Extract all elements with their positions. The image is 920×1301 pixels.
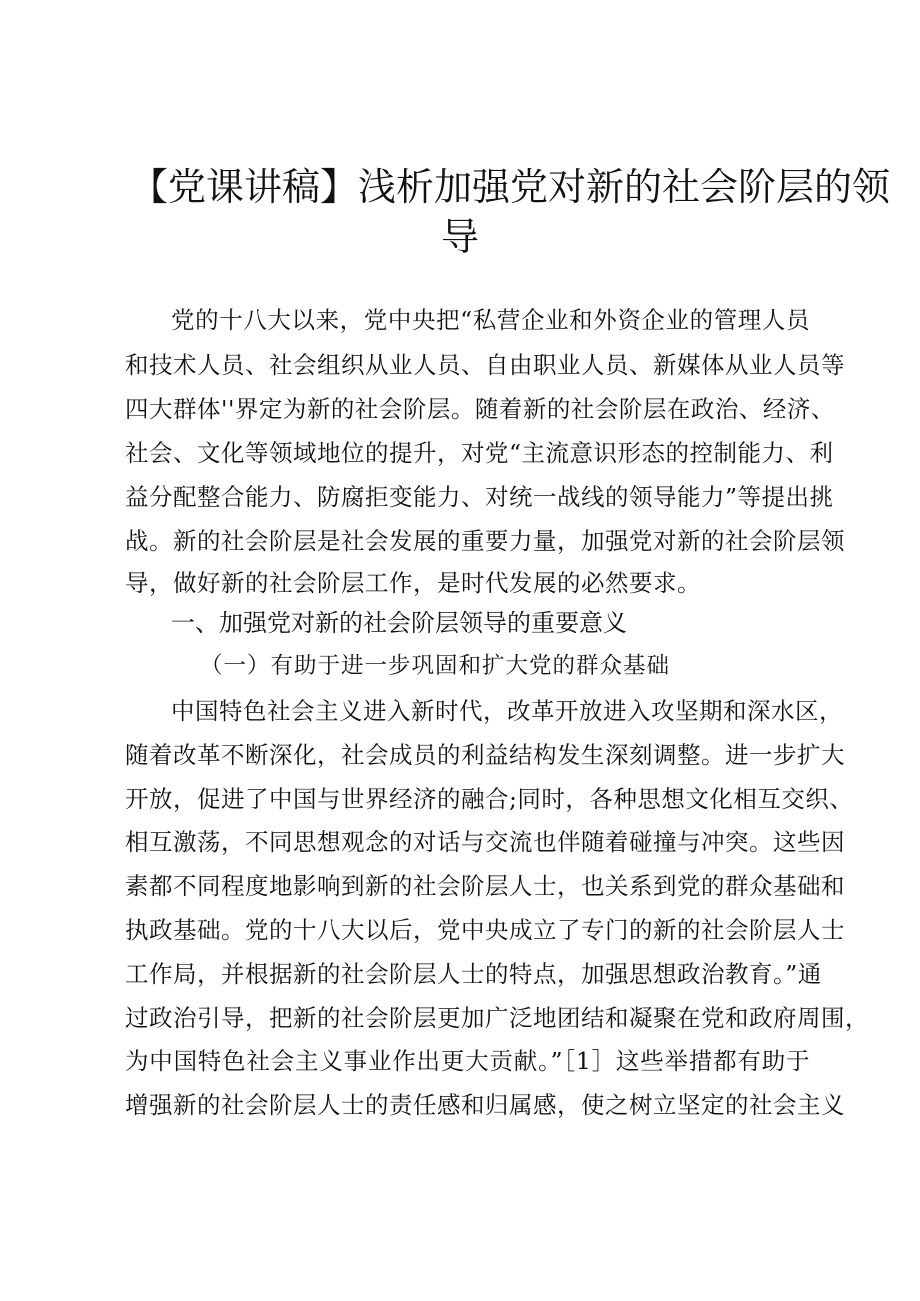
paragraph-line: 素都不同程度地影响到新的社会阶层人士，也关系到党的群众基础和 — [125, 872, 845, 900]
paragraph-line: 导，做好新的社会阶层工作，是时代发展的必然要求。 — [125, 569, 701, 597]
paragraph-line: 四大群体''界定为新的社会阶层。随着新的社会阶层在政治、经济、 — [125, 395, 835, 423]
document-title — [130, 162, 891, 262]
section-heading: 一、加强党对新的社会阶层领导的重要意义 — [171, 609, 627, 637]
paragraph-line: 战。新的社会阶层是社会发展的重要力量，加强党对新的社会阶层领 — [125, 527, 845, 555]
paragraph-line: 中国特色社会主义进入新时代，改革开放进入攻坚期和深水区， — [171, 697, 843, 725]
paragraph-line: 开放，促进了中国与世界经济的融合;同时，各种思想文化相互交织、 — [125, 785, 854, 813]
paragraph-line: 相互激荡，不同思想观念的对话与交流也伴随着碰撞与冲突。这些因 — [125, 828, 845, 856]
paragraph-line: 党的十八大以来，党中央把“私营企业和外资企业的管理人员 — [171, 306, 810, 334]
title-line: 【党课讲稿】浅析加强党对新的社会阶层的领 — [130, 165, 891, 209]
paragraph-line: 执政基础。党的十八大以后，党中央成立了专门的新的社会阶层人士 — [125, 916, 845, 944]
paragraph-line: 为中国特色社会主义事业作出更大贡献。”［1］这些举措都有助于 — [125, 1047, 810, 1075]
paragraph-line: 增强新的社会阶层人士的责任感和归属感，使之树立坚定的社会主义 — [125, 1091, 845, 1119]
paragraph-line: 过政治引导，把新的社会阶层更加广泛地团结和凝聚在党和政府周围， — [125, 1004, 869, 1032]
paragraph-line: 随着改革不断深化，社会成员的利益结构发生深刻调整。进一步扩大 — [125, 741, 845, 769]
paragraph-line: 工作局，并根据新的社会阶层人士的特点，加强思想政治教育。”通 — [125, 960, 822, 988]
subsection-heading: （一）有助于进一步巩固和扩大党的群众基础 — [200, 653, 671, 679]
paragraph-line: 和技术人员、社会组织从业人员、自由职业人员、新媒体从业人员等 — [125, 351, 845, 379]
title-line: 导 — [440, 215, 479, 259]
paragraph-line: 社会、文化等领域地位的提升，对党“主流意识形态的控制能力、利 — [125, 439, 834, 467]
paragraph-line: 益分配整合能力、防腐拒变能力、对统一战线的领导能力”等提出挑 — [125, 483, 834, 511]
